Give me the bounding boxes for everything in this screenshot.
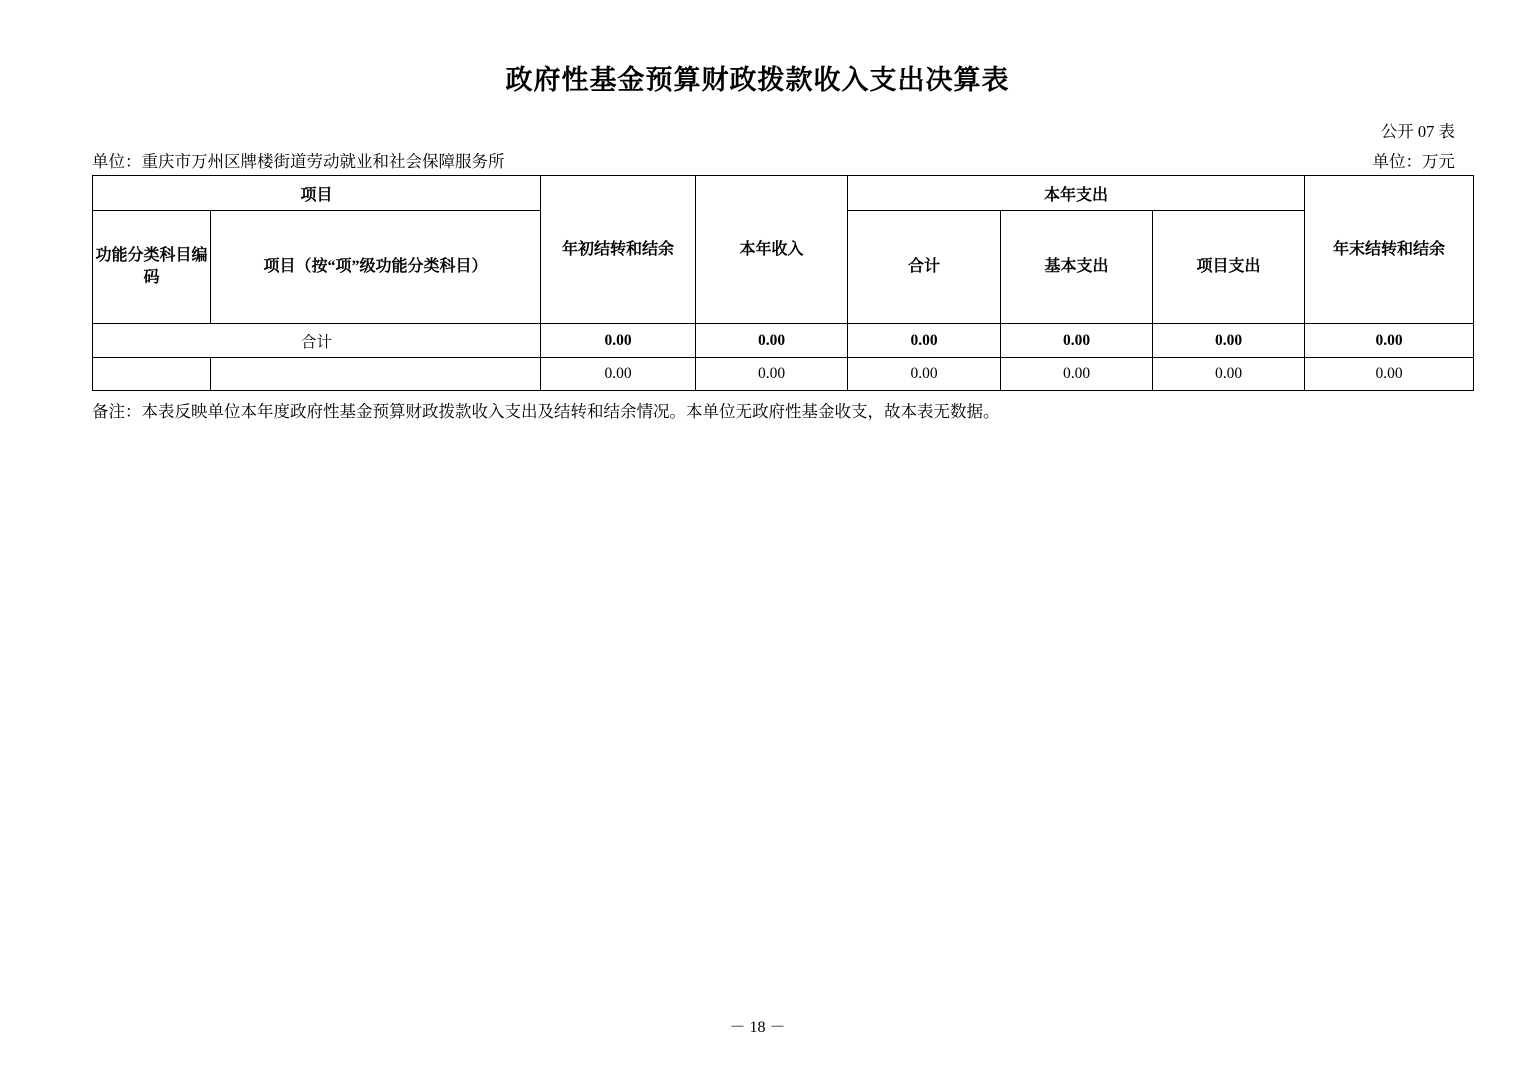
header-end-balance: 年末结转和结余: [1305, 176, 1474, 324]
row-begin-balance: 0.00: [541, 358, 696, 391]
row-end-balance: 0.00: [1305, 358, 1474, 391]
total-expense-total: 0.00: [848, 324, 1001, 358]
table-header-row-1: [93, 176, 1474, 211]
row-project-expense: 0.00: [1153, 358, 1305, 391]
total-year-income: 0.00: [696, 324, 848, 358]
header-project-expense: 项目支出: [1153, 211, 1305, 324]
meta-row: [92, 148, 1455, 172]
total-begin-balance: 0.00: [541, 324, 696, 358]
amount-unit-label: 单位：万元: [1372, 152, 1455, 171]
table-note: 备注：本表反映单位本年度政府性基金预算财政拨款收入支出及结转和结余情况。本单位无政府性基金收支，故本表无数据。: [92, 402, 1000, 421]
row-expense-total: 0.00: [848, 358, 1001, 391]
page-number: － 18 －: [729, 1019, 786, 1036]
page-title: 政府性基金预算财政拨款收入支出决算表: [505, 65, 1010, 95]
header-project-name: 项目（按“项”级功能分类科目）: [211, 211, 541, 324]
total-end-balance: 0.00: [1305, 324, 1474, 358]
budget-table: [92, 175, 1474, 391]
unit-name-label: 单位：重庆市万州区牌楼街道劳动就业和社会保障服务所: [92, 152, 505, 171]
table-row: [93, 358, 1474, 391]
total-basic-expense: 0.00: [1001, 324, 1153, 358]
row-project-name: [211, 358, 541, 391]
row-basic-expense: 0.00: [1001, 358, 1153, 391]
header-year-income: 本年收入: [696, 176, 848, 324]
row-year-income: 0.00: [696, 358, 848, 391]
header-begin-balance: 年初结转和结余: [541, 176, 696, 324]
form-code-label: 公开 07 表: [1380, 122, 1455, 141]
header-project-group: 项目: [93, 176, 541, 211]
total-row-label: 合计: [93, 324, 541, 358]
header-expense-total: 合计: [848, 211, 1001, 324]
header-basic-expense: 基本支出: [1001, 211, 1153, 324]
row-function-code: [93, 358, 211, 391]
total-project-expense: 0.00: [1153, 324, 1305, 358]
table-total-row: [93, 324, 1474, 358]
header-year-expense-group: 本年支出: [848, 176, 1305, 211]
header-function-code: 功能分类科目编码: [93, 211, 211, 324]
